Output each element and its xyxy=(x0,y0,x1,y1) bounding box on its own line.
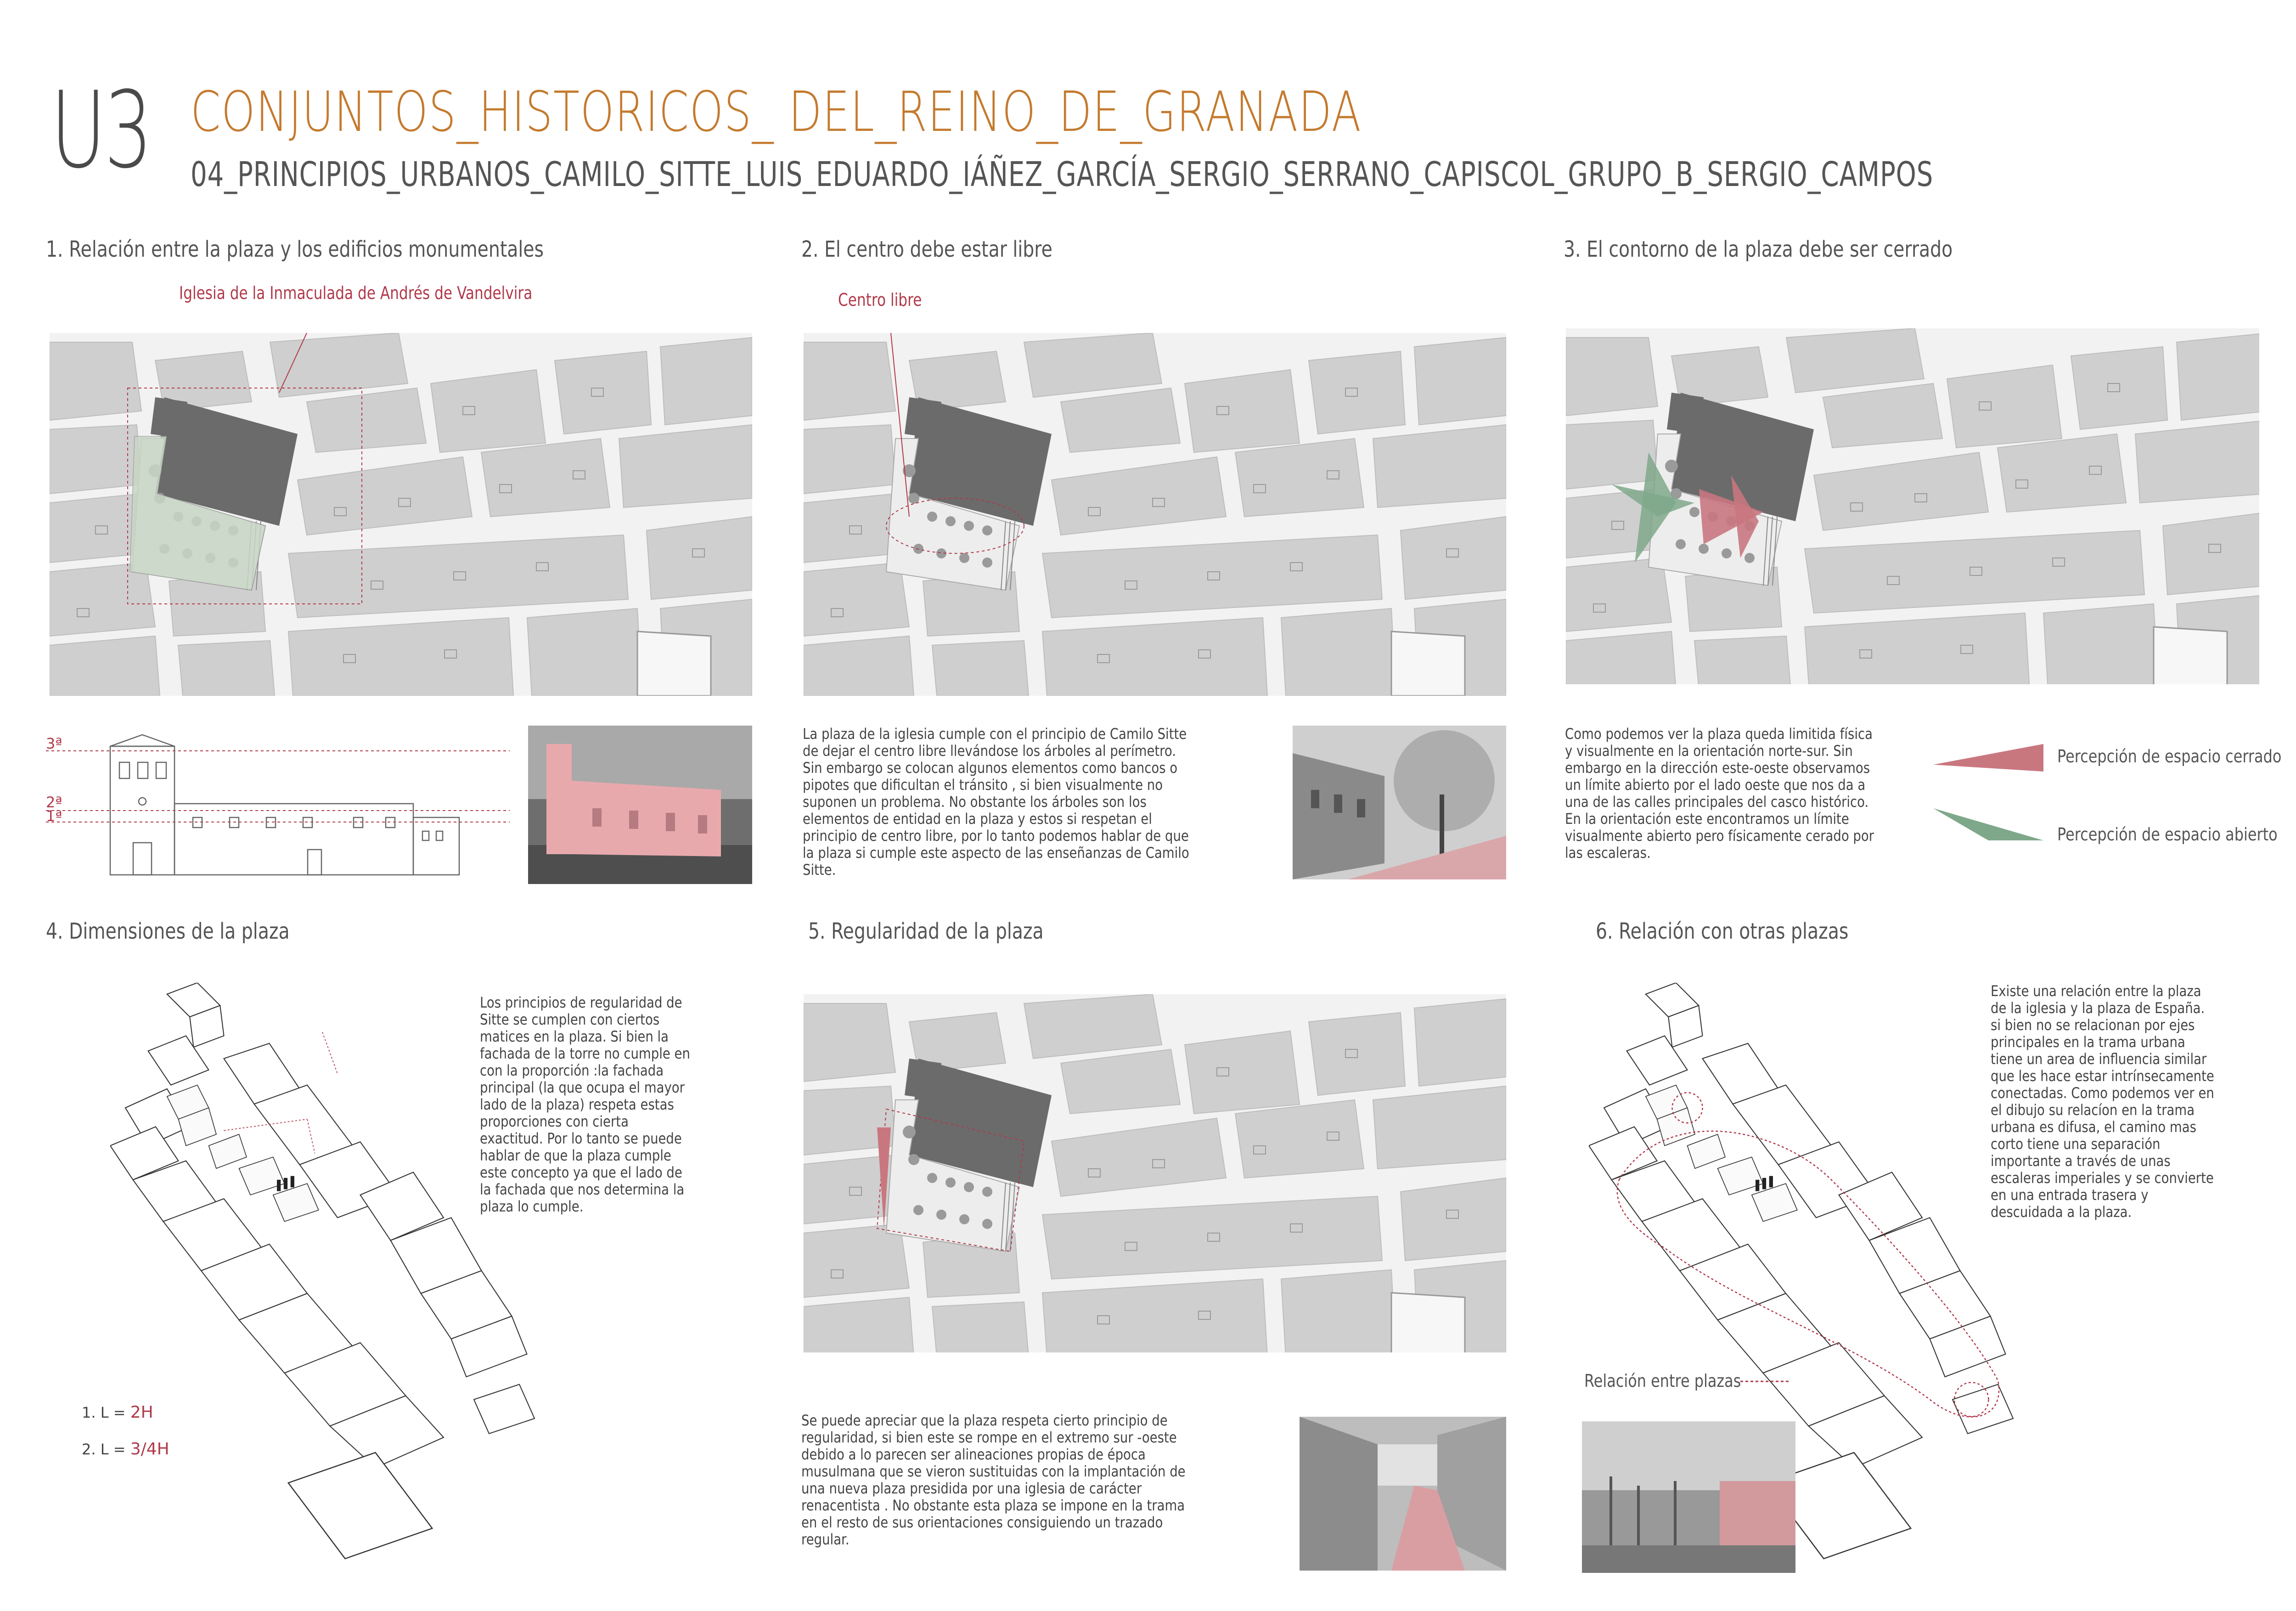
plaza-espana-photo xyxy=(1582,1421,1795,1573)
church-photo xyxy=(528,726,752,884)
section-2-heading: 2. El centro debe estar libre xyxy=(801,237,1052,262)
plaza-trees-photo xyxy=(1293,726,1506,879)
map-section-5 xyxy=(804,994,1506,1352)
unit-code: U3 xyxy=(51,69,151,192)
section-5-heading: 5. Regularidad de la plaza xyxy=(808,918,1044,944)
page-subtitle: 04_PRINCIPIOS_URBANOS_CAMILO_SITTE_LUIS_EDUARDO_IÁÑEZ_GARCÍA_SERGIO_SERRANO_CAPISCOL_GRUPO_B_SERGIO_CAMPOS xyxy=(191,155,1934,194)
formula-1: 1. L = 2H xyxy=(82,1403,153,1422)
formula-2: 2. L = 3/4H xyxy=(82,1440,169,1459)
level-3-label: 3ª xyxy=(46,735,62,752)
relation-legend-label: Relación entre plazas xyxy=(1584,1371,1741,1391)
centro-libre-label: Centro libre xyxy=(838,290,922,310)
map-section-2 xyxy=(804,333,1506,696)
relation-legend-line xyxy=(1740,1380,1791,1383)
map-section-1 xyxy=(50,333,752,696)
closed-space-swatch xyxy=(1933,744,2043,772)
map-section-3 xyxy=(1566,328,2259,684)
section-6-heading: 6. Relación con otras plazas xyxy=(1596,918,1849,944)
level-1-label: 1ª xyxy=(46,807,62,825)
level-2-label: 2ª xyxy=(46,794,62,811)
page-title: CONJUNTOS_HISTORICOS_ DEL_REINO_DE_GRANADA xyxy=(191,80,1362,144)
open-space-label: Percepción de espacio abierto xyxy=(2057,824,2278,845)
section-2-text: La plaza de la iglesia cumple con el principio de Camilo Sitte de dejar el centro libre llevándose los árboles al perímetro. Sin embargo se colocan algunos elementos como bancos o pipotes que dificultan el tránsito , si bien visualmente no suponen un problema. No obstante los árboles son los elementos de entidad en la plaza y estos si respetan el principio de centro libre, por lo tanto podemos hablar de que la plaza si cumple este aspecto de las enseñanzas de Camilo Sitte. xyxy=(803,725,1189,879)
street-photo xyxy=(1300,1417,1506,1571)
section-3-text: Como podemos ver la plaza queda limitida física y visualmente en la orientación norte-sur. Sin embargo en la dirección este-oeste observamos un límite abierto por el lado oeste que nos da a una de las calles principales del casco histórico. En la orientación este encontramos un límite visualmente abierto pero físicamente cerado por las escaleras. xyxy=(1565,725,1874,862)
open-space-swatch xyxy=(1933,808,2043,845)
closed-space-label: Percepción de espacio cerrado xyxy=(2057,746,2282,766)
section-6-text: Existe una relación entre la plaza de la iglesia y la plaza de España. si bien no se relacionan por ejes principales en la trama urbana tiene un area de influencia similar que les hace estar intrínsecamente conectadas. Como podemos ver en el dibujo su relacíon en la trama urbana es difusa, el camino mas corto tiene una separación importante a través de unas escaleras imperiales y se convierte en una entrada trasera y descuidada a la plaza. xyxy=(1991,982,2214,1221)
section-4-text: Los principios de regularidad de Sitte se cumplen con ciertos matices en la plaza. Si bien la fachada de la torre no cumple en con la proporción :la fachada principal (la que ocupa el mayor lado de la plaza) respeta estas proporciones con cierta exactitud. Por lo tanto se puede hablar de que la plaza cumple este concepto ya que el lado de la fachada que nos determina la plaza lo cumple. xyxy=(480,994,690,1215)
section-4-heading: 4. Dimensiones de la plaza xyxy=(46,918,290,944)
elevation-drawing xyxy=(46,726,514,882)
church-label: Iglesia de la Inmaculada de Andrés de Vandelvira xyxy=(179,283,533,303)
section-5-text: Se puede apreciar que la plaza respeta cierto principio de regularidad, si bien este se rompe en el extremo sur -oeste debido a lo parecen ser alineaciones propias de época musulmana que se vieron sustituidas con la implantación de una nueva plaza presidida por una iglesia de carácter renacentista . No obstante esta plaza se impone en la trama en el resto de sus orientaciones consiguiendo un trazado regular. xyxy=(801,1412,1186,1548)
section-3-heading: 3. El contorno de la plaza debe ser cerrado xyxy=(1564,237,1953,262)
section-1-heading: 1. Relación entre la plaza y los edificios monumentales xyxy=(46,237,544,262)
